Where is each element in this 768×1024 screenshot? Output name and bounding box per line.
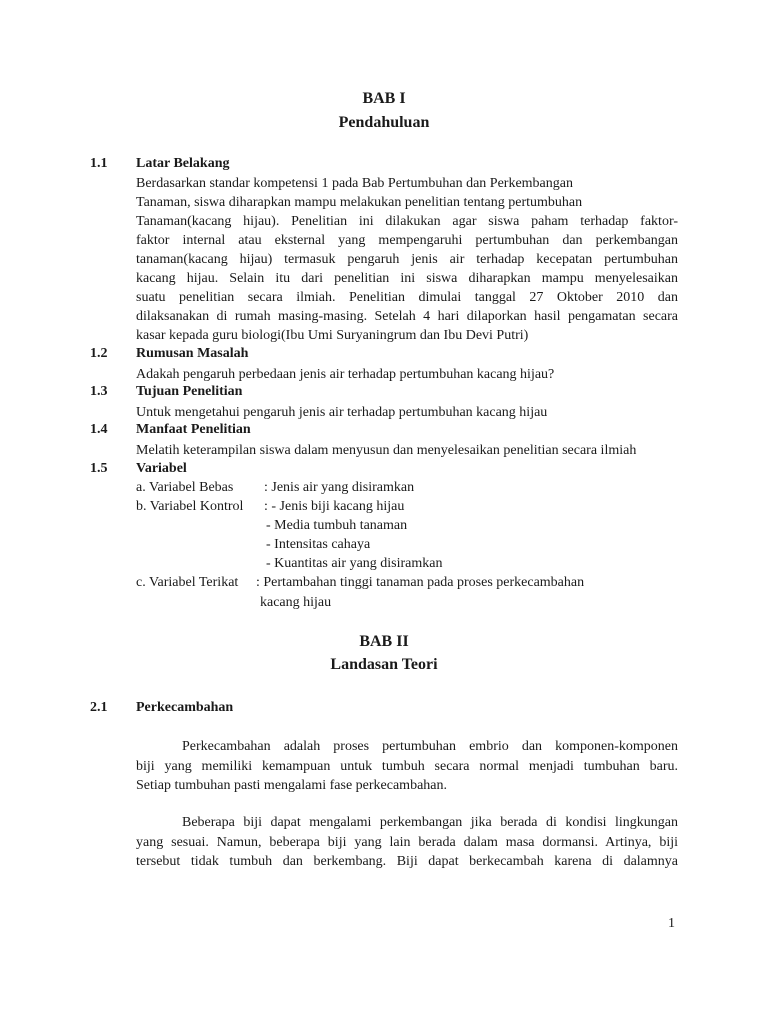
paragraph-line: kasar kepada guru biologi(Ibu Umi Suryaningrum dan Ibu Devi Putri) [136, 328, 529, 343]
page-number: 1 [668, 916, 675, 931]
chapter-heading: BAB I [362, 90, 406, 107]
variable-terikat-value: kacang hijau [260, 595, 332, 610]
chapter-title: Pendahuluan [338, 114, 430, 131]
variable-terikat-label: c. Variabel Terikat [136, 575, 239, 590]
variable-bebas-label: a. Variabel Bebas [136, 480, 234, 495]
section-number: 1.2 [90, 346, 108, 361]
paragraph-line: suatu penelitian secara ilmiah. Penelitian dimulai tanggal 27 Oktober 2010 dan [136, 290, 678, 305]
section-title: Variabel [136, 461, 187, 476]
paragraph-line: Untuk mengetahui pengaruh jenis air terhadap pertumbuhan kacang hijau [136, 405, 548, 420]
paragraph-line: Berdasarkan standar kompetensi 1 pada Bab Pertumbuhan dan Perkembangan [136, 176, 573, 191]
paragraph-line: Tanaman(kacang hijau). Penelitian ini dilakukan agar siswa paham terhadap faktor- [136, 214, 678, 229]
paragraph-line: Perkecambahan adalah proses pertumbuhan embrio dan komponen-komponen [182, 739, 678, 754]
variable-terikat-value: : Pertambahan tinggi tanaman pada proses perkecambahan [256, 575, 585, 590]
paragraph-line: Beberapa biji dapat mengalami perkembangan jika berada di kondisi lingkungan [182, 815, 678, 830]
section-title: Perkecambahan [136, 700, 234, 715]
variable-kontrol-label: b. Variabel Kontrol [136, 499, 244, 514]
paragraph-line: faktor internal atau eksternal yang mempengaruhi pertumbuhan dan perkembangan [136, 233, 678, 248]
variable-bebas-value: : Jenis air yang disiramkan [264, 480, 415, 495]
section-number: 1.3 [90, 384, 108, 399]
section-number: 2.1 [90, 700, 108, 715]
section-number: 1.5 [90, 461, 108, 476]
paragraph-line: kacang hijau. Selain itu dari penelitian ini siswa diharapkan mampu menyelesaikan [136, 271, 678, 286]
paragraph-line: yang sesuai. Namun, beberapa biji yang lain berada dalam masa dormansi. Artinya, biji [136, 834, 678, 850]
section-title: Manfaat Penelitian [136, 422, 251, 437]
paragraph-line: Setiap tumbuhan pasti mengalami fase perkecambahan. [136, 778, 448, 793]
chapter-title: Landasan Teori [330, 656, 438, 673]
section-title: Latar Belakang [136, 156, 230, 171]
variable-kontrol-value: : - Jenis biji kacang hijau [264, 499, 405, 514]
paragraph-line: biji yang memiliki kemampuan untuk tumbuh secara normal menjadi tumbuhan baru. [136, 758, 678, 774]
variable-kontrol-value: - Intensitas cahaya [266, 537, 371, 552]
chapter-heading: BAB II [359, 633, 409, 650]
section-title: Tujuan Penelitian [136, 384, 243, 399]
paragraph-line: dilaksanakan di rumah masing-masing. Setelah 4 hari dilaporkan hasil pengamatan secara [136, 309, 678, 324]
variable-kontrol-value: - Kuantitas air yang disiramkan [266, 556, 443, 571]
variable-kontrol-value: - Media tumbuh tanaman [266, 518, 408, 533]
paragraph-line: tersebut tidak tumbuh dan berkembang. Biji dapat berkecambah karena di dalamnya [136, 854, 678, 869]
section-number: 1.4 [90, 422, 108, 437]
paragraph-line: Tanaman, siswa diharapkan mampu melakukan penelitian tentang pertumbuhan [136, 195, 583, 210]
section-number: 1.1 [90, 156, 108, 171]
paragraph [136, 813, 678, 872]
paragraph [136, 737, 678, 796]
paragraph-line: Melatih keterampilan siswa dalam menyusun dan menyelesaikan penelitian secara ilmiah [136, 443, 637, 458]
paragraph-line: tanaman(kacang hijau) termasuk pengaruh jenis air terhadap kecepatan pertumbuhan [136, 252, 678, 267]
section-title: Rumusan Masalah [136, 346, 249, 361]
paragraph-line: Adakah pengaruh perbedaan jenis air terhadap pertumbuhan kacang hijau? [136, 367, 555, 382]
